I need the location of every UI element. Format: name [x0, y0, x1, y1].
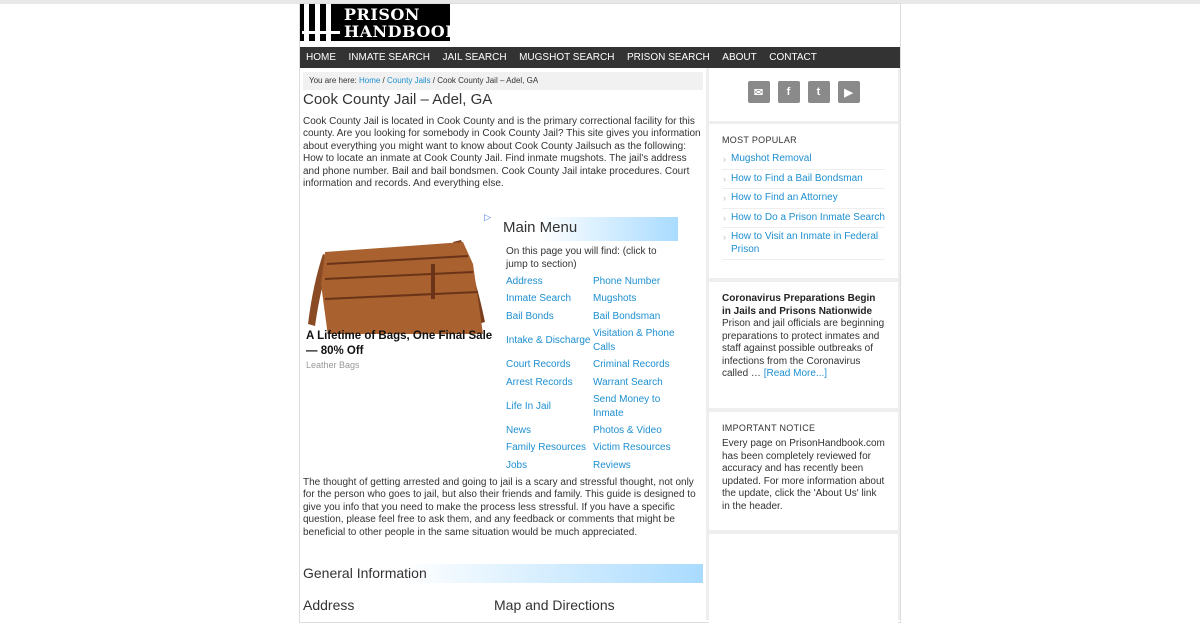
menu-link[interactable]: Photos & Video [593, 424, 662, 436]
menu-row [506, 424, 686, 438]
main-nav [300, 47, 900, 68]
site-logo[interactable]: PRISON HANDBOOK [300, 4, 450, 41]
menu-link[interactable]: Criminal Records [593, 359, 670, 371]
menu-link[interactable]: Address [506, 276, 543, 287]
breadcrumb-county-jails[interactable]: County Jails [387, 76, 431, 85]
nav-jail-search[interactable]: JAIL SEARCH [442, 52, 507, 63]
nav-about[interactable]: ABOUT [722, 52, 757, 63]
menu-link[interactable]: Phone Number [593, 276, 661, 287]
menu-row [506, 327, 686, 354]
popular-link[interactable]: How to Find an Attorney [731, 192, 838, 203]
nav-contact[interactable]: CONTACT [769, 52, 817, 63]
nav-prison-search[interactable]: PRISON SEARCH [626, 52, 710, 63]
notice-widget [709, 412, 898, 530]
main-menu-intro: On this page you will find: (click to jump to section) [506, 246, 657, 270]
breadcrumb: You are here: Home / County Jails / Cook County Jail – Adel, GA [303, 72, 703, 90]
menu-link[interactable]: Life In Jail [506, 400, 552, 412]
menu-link[interactable]: Victim Resources [593, 442, 671, 454]
adchoices-icon[interactable]: ▷ [484, 212, 491, 222]
address-heading: Address [303, 597, 355, 613]
notice-body: Every page on PrisonHandbook.com has been completely reviewed for accuracy and has recently been updated. For more information about the update, click the 'About Us' link in the header. [722, 438, 885, 512]
popular-item [722, 150, 885, 170]
menu-row [506, 310, 686, 324]
nav-mugshot-search[interactable]: MUGSHOT SEARCH [519, 52, 615, 63]
facebook-icon[interactable]: f [778, 81, 800, 103]
menu-link[interactable]: Reviews [593, 459, 631, 471]
popular-link[interactable]: How to Visit an Inmate in Federal Prison [731, 231, 879, 255]
email-icon[interactable]: ✉ [748, 81, 770, 103]
page-title: Cook County Jail – Adel, GA [303, 91, 493, 108]
sidebar [706, 68, 900, 620]
popular-item [722, 209, 885, 229]
body-paragraph: The thought of getting arrested and going to jail is a scary and stressful thought, not only for the person who goes to jail, but also their friends and family. This guide is designed to give you info that you need to make the process less stressful. If you have a specific question, please feel free to ask them, and any feedback or comments that might be beneficial to other people in the same situation would be much appreciated. [303, 477, 696, 538]
nav-home[interactable]: HOME [306, 52, 336, 63]
menu-link[interactable]: Family Resources [506, 442, 587, 454]
ad-source: Leather Bags [306, 360, 360, 370]
menu-row [506, 441, 686, 455]
menu-link[interactable]: Mugshots [593, 293, 637, 305]
popular-link[interactable]: Mugshot Removal [731, 153, 812, 164]
popular-link[interactable]: How to Find a Bail Bondsman [731, 172, 863, 184]
ad-block[interactable] [303, 210, 493, 380]
menu-link[interactable]: Arrest Records [506, 376, 573, 388]
most-popular-widget [709, 124, 898, 278]
news-body: Prison and jail officials are beginning preparations to protect inmates and staff against possible outbreaks of infections from the Coronavirus called … [722, 318, 885, 379]
main-menu-links [506, 275, 686, 476]
social-widget [709, 68, 898, 121]
menu-row [506, 459, 686, 473]
news-widget [709, 282, 898, 408]
ad-headline[interactable]: A Lifetime of Bags, One Final Sale — 80% Off [306, 330, 493, 357]
popular-item [722, 189, 885, 209]
menu-link[interactable]: Jobs [506, 459, 528, 471]
general-information-heading: General Information [303, 564, 703, 583]
map-heading: Map and Directions [494, 597, 615, 613]
popular-link[interactable]: How to Do a Prison Inmate Search [731, 211, 885, 223]
popular-item [722, 170, 885, 190]
ad-image[interactable] [303, 224, 490, 334]
most-popular-title: MOST POPULAR [722, 135, 797, 145]
menu-row [506, 292, 686, 306]
youtube-icon[interactable]: ▶ [838, 81, 860, 103]
twitter-icon[interactable]: t [808, 81, 830, 103]
menu-link[interactable]: Bail Bondsman [593, 310, 661, 322]
menu-link[interactable]: Inmate Search [506, 293, 572, 305]
news-title[interactable]: Coronavirus Preparations Begin in Jails and Prisons Nationwide [722, 293, 876, 317]
breadcrumb-home[interactable]: Home [358, 76, 381, 85]
popular-item [722, 228, 885, 260]
menu-row [506, 358, 686, 372]
menu-link[interactable]: Court Records [506, 359, 571, 371]
menu-link[interactable]: Send Money to Inmate [593, 393, 661, 419]
menu-link[interactable]: Visitation & Phone Calls [593, 328, 675, 353]
menu-link[interactable]: News [506, 424, 532, 436]
menu-row [506, 275, 686, 289]
menu-link[interactable]: Warrant Search [593, 376, 663, 388]
read-more-link[interactable]: [Read More...] [763, 368, 828, 379]
empty-widget [709, 534, 898, 624]
menu-row [506, 393, 686, 420]
intro-text: Cook County Jail is located in Cook County and is the primary correctional facility for this county. Are you looking for somebody in Cook County Jail? This site gives you information about everything you might want to know about Cook County Jailsuch as the following: How to locate an inmate at Cook County Jail. Find inmate mugshots. The jail's address and phone number. Bail and bail bondsmen. Cook County Jail intake procedures. Court information and records. And everything else. [303, 116, 701, 190]
main-menu-heading: Main Menu [503, 217, 678, 241]
menu-link[interactable]: Intake & Discharge [506, 334, 591, 346]
notice-title: IMPORTANT NOTICE [722, 423, 816, 433]
nav-inmate-search[interactable]: INMATE SEARCH [348, 52, 430, 63]
prison-bars-icon [302, 4, 340, 41]
menu-row [506, 376, 686, 390]
menu-link[interactable]: Bail Bonds [506, 310, 554, 322]
